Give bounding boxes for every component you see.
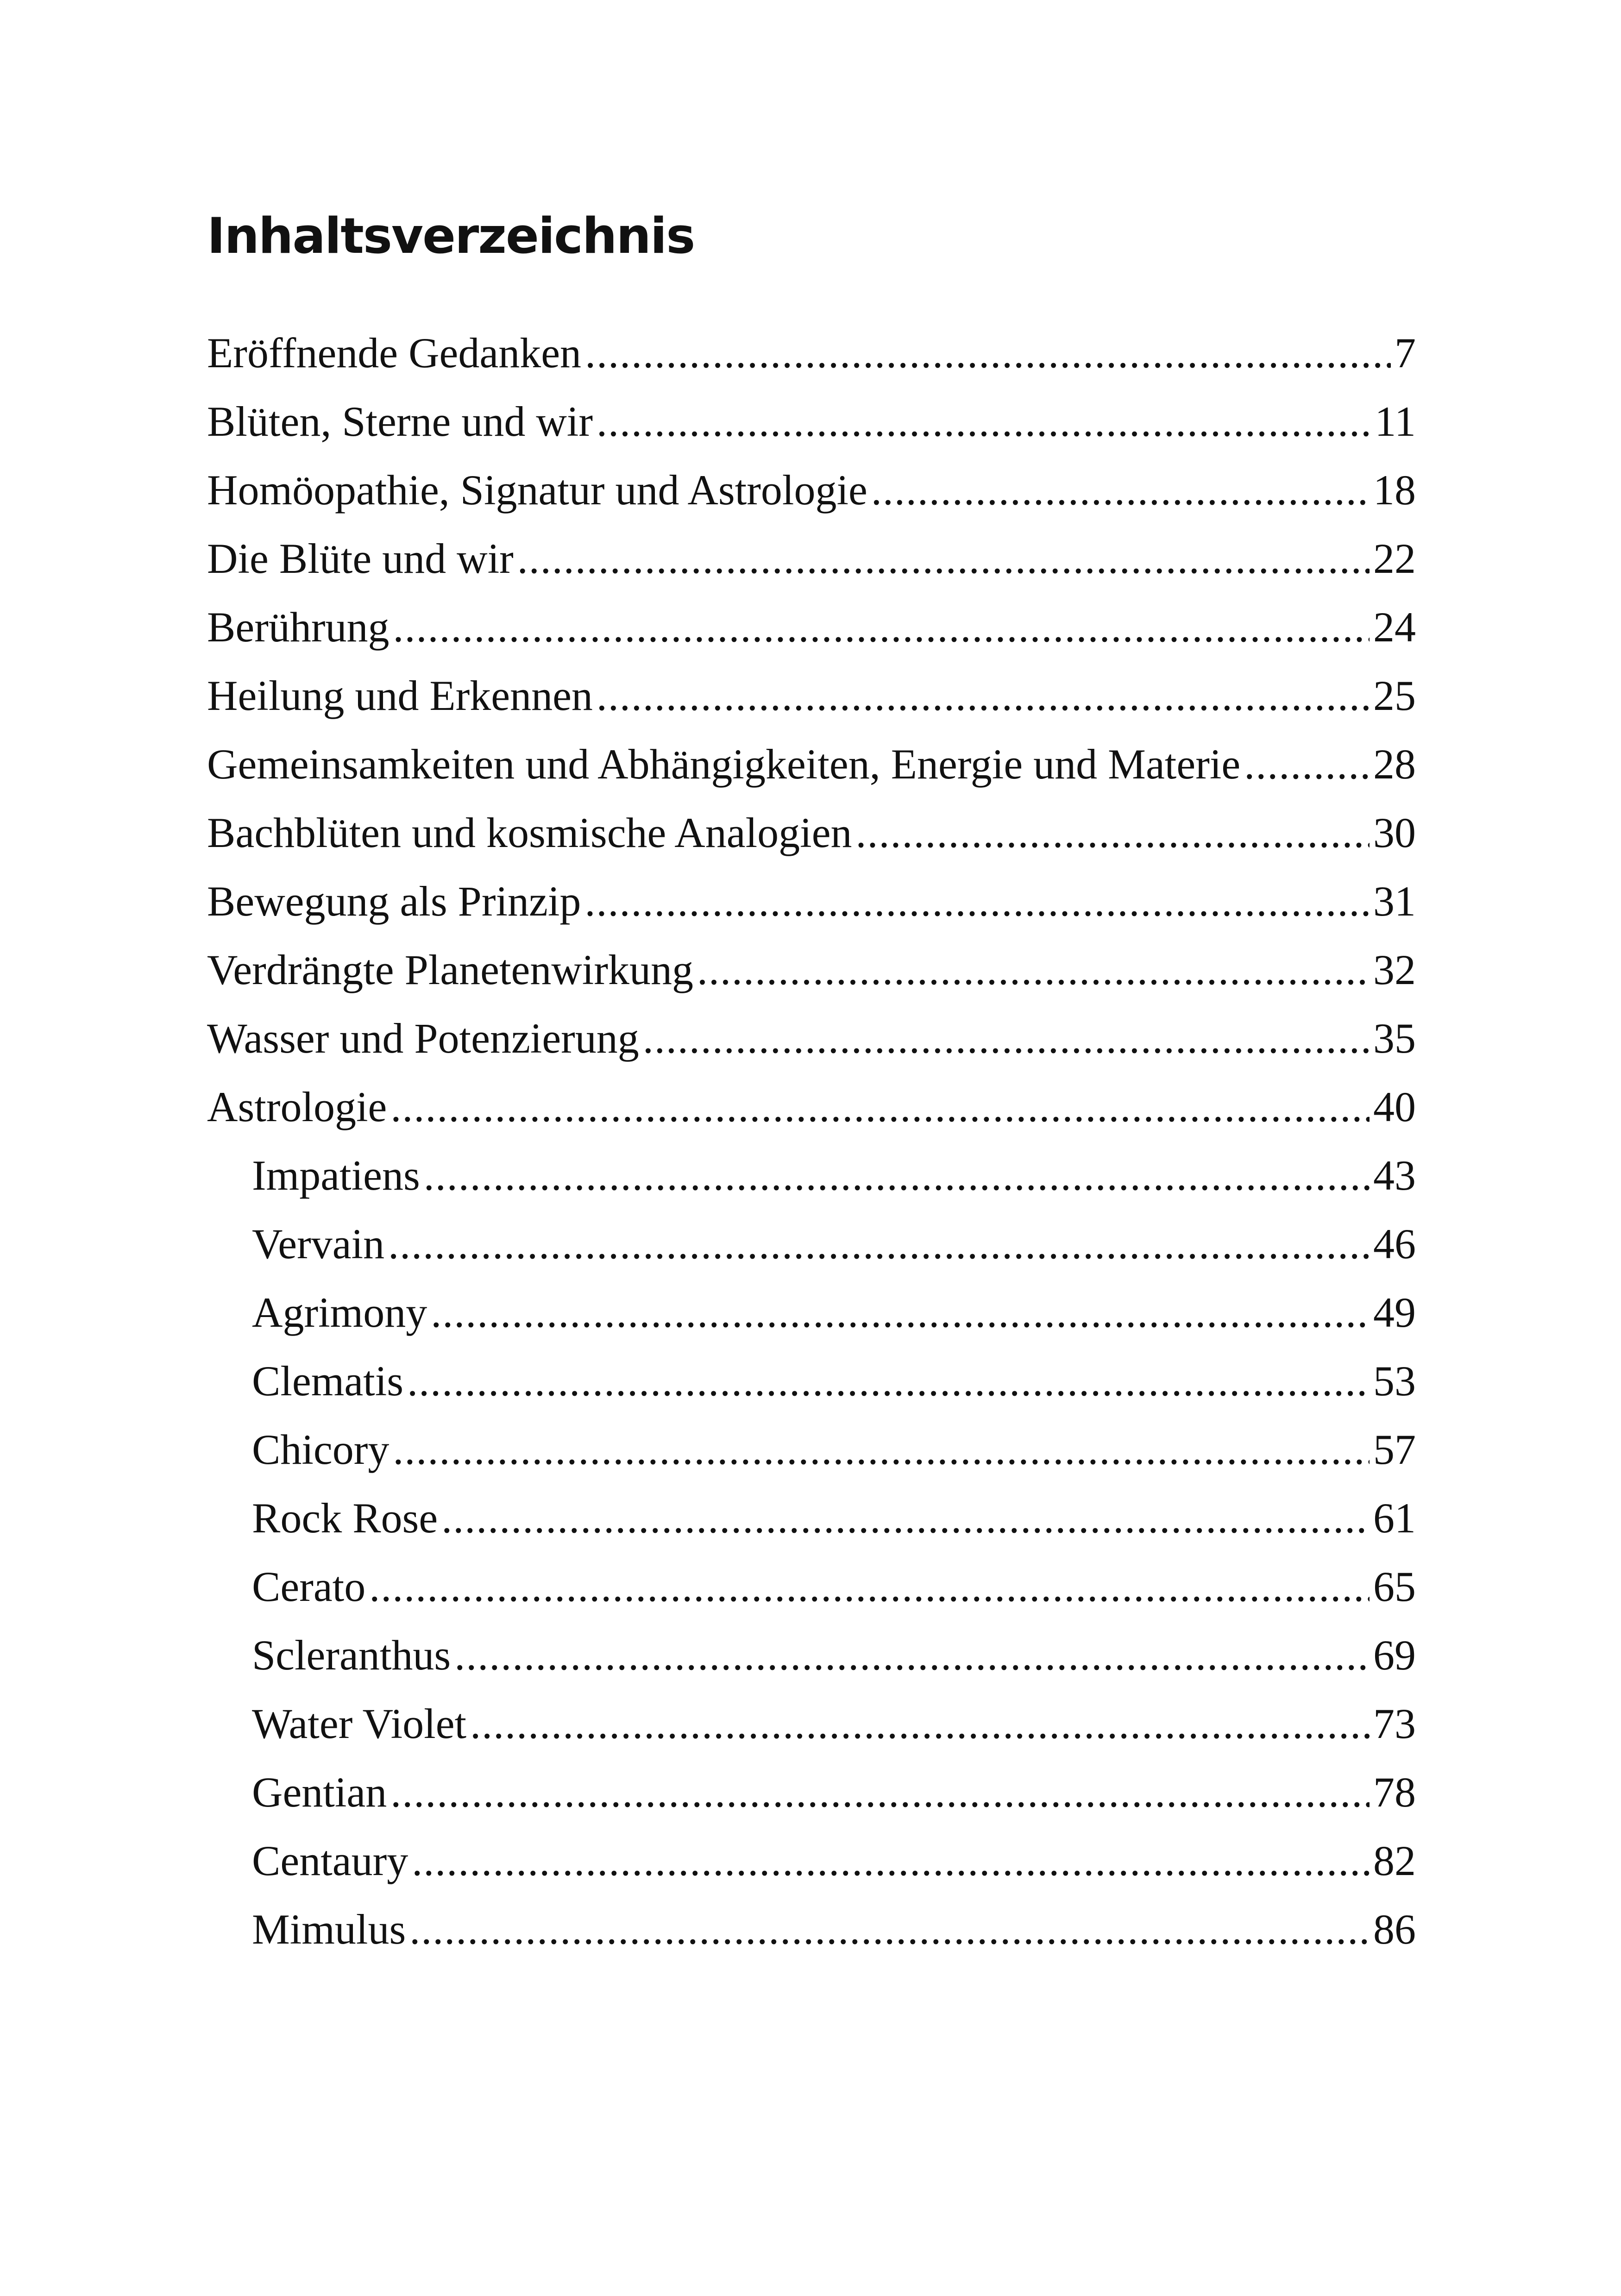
dot-leader: [393, 1415, 1370, 1484]
toc-subentry: [207, 1278, 1416, 1347]
table-of-contents: [207, 319, 1416, 1964]
toc-page-number: 69: [1373, 1631, 1416, 1679]
toc-subentry: [207, 1621, 1416, 1689]
toc-entry: [207, 593, 1416, 661]
toc-subentry: [207, 1826, 1416, 1895]
toc-page-number: 31: [1373, 878, 1416, 925]
toc-subentry: [207, 1141, 1416, 1210]
dot-leader: [424, 1141, 1370, 1210]
toc-page-number: 18: [1373, 466, 1416, 514]
dot-leader: [412, 1826, 1370, 1895]
toc-subentry: [207, 1484, 1416, 1552]
toc-entry: [207, 730, 1416, 798]
toc-entry-title: Blüten, Sterne und wir: [207, 398, 593, 445]
toc-subentry: [207, 1689, 1416, 1758]
toc-entry-title: Clematis: [252, 1357, 404, 1405]
toc-subentry: [207, 1895, 1416, 1964]
dot-leader: [407, 1347, 1370, 1415]
dot-leader: [871, 456, 1370, 524]
toc-entry-title: Chicory: [252, 1426, 390, 1473]
toc-entry: [207, 1004, 1416, 1073]
toc-subentry: [207, 1415, 1416, 1484]
toc-page-number: 25: [1373, 672, 1416, 719]
toc-page-number: 43: [1373, 1152, 1416, 1199]
toc-page-number: 86: [1373, 1906, 1416, 1953]
toc-entry-title: Gentian: [252, 1769, 387, 1816]
toc-entry-title: Die Blüte und wir: [207, 535, 514, 582]
toc-page-number: 28: [1373, 740, 1416, 788]
toc-entry-title: Homöopathie, Signatur und Astrologie: [207, 466, 867, 514]
dot-leader: [470, 1689, 1370, 1758]
toc-entry-title: Cerato: [252, 1563, 366, 1610]
toc-subentry: [207, 1552, 1416, 1621]
toc-page-number: 30: [1373, 809, 1416, 856]
toc-page-number: 49: [1373, 1289, 1416, 1336]
toc-entry: [207, 867, 1416, 935]
dot-leader: [431, 1278, 1370, 1347]
toc-entry-title: Impatiens: [252, 1152, 420, 1199]
toc-entry-title: Vervain: [252, 1220, 385, 1267]
toc-entry-title: Scleranthus: [252, 1631, 451, 1679]
dot-leader: [409, 1895, 1370, 1964]
toc-entry-title: Water Violet: [252, 1700, 467, 1747]
dot-leader: [856, 798, 1370, 867]
toc-page-number: 11: [1375, 398, 1416, 445]
toc-page-number: 40: [1373, 1083, 1416, 1130]
dot-leader: [390, 1073, 1370, 1141]
toc-subentry: [207, 1347, 1416, 1415]
toc-page-number: 82: [1373, 1837, 1416, 1884]
dot-leader: [369, 1552, 1370, 1621]
toc-page-number: 7: [1395, 329, 1416, 376]
dot-leader: [393, 593, 1370, 661]
toc-entry-title: Astrologie: [207, 1083, 387, 1130]
toc-entry: [207, 387, 1416, 456]
toc-entry-title: Mimulus: [252, 1906, 406, 1953]
toc-entry: [207, 798, 1416, 867]
toc-page-number: 22: [1373, 535, 1416, 582]
dot-leader: [517, 524, 1370, 593]
dot-leader: [584, 867, 1370, 935]
toc-entry-title: Berührung: [207, 603, 390, 651]
toc-subentry: [207, 1758, 1416, 1826]
toc-entry-title: Gemeinsamkeiten und Abhängigkeiten, Energie und Materie: [207, 740, 1241, 788]
toc-heading: Inhaltsverzeichnis: [207, 207, 695, 264]
toc-page-number: 73: [1373, 1700, 1416, 1747]
toc-entry-title: Agrimony: [252, 1289, 427, 1336]
toc-page-number: 32: [1373, 946, 1416, 993]
toc-page-number: 24: [1373, 603, 1416, 651]
toc-page-number: 35: [1373, 1015, 1416, 1062]
toc-page-number: 65: [1373, 1563, 1416, 1610]
dot-leader: [585, 319, 1391, 387]
toc-page-number: 61: [1373, 1494, 1416, 1542]
dot-leader: [441, 1484, 1370, 1552]
dot-leader: [597, 387, 1371, 456]
toc-entry-title: Eröffnende Gedanken: [207, 329, 582, 376]
toc-subentry: [207, 1210, 1416, 1278]
toc-page-number: 53: [1373, 1357, 1416, 1405]
toc-entry: [207, 456, 1416, 524]
dot-leader: [697, 935, 1370, 1004]
toc-entry: [207, 661, 1416, 730]
toc-entry-title: Centaury: [252, 1837, 408, 1884]
dot-leader: [643, 1004, 1370, 1073]
toc-page-number: 78: [1373, 1769, 1416, 1816]
toc-entry-title: Heilung und Erkennen: [207, 672, 593, 719]
dot-leader: [597, 661, 1370, 730]
toc-entry-title: Wasser und Potenzierung: [207, 1015, 639, 1062]
toc-entry: [207, 935, 1416, 1004]
toc-entry: [207, 1073, 1416, 1141]
toc-entry-title: Verdrängte Planetenwirkung: [207, 946, 694, 993]
dot-leader: [1244, 730, 1370, 798]
dot-leader: [390, 1758, 1370, 1826]
toc-entry: [207, 524, 1416, 593]
toc-entry-title: Bachblüten und kosmische Analogien: [207, 809, 852, 856]
dot-leader: [388, 1210, 1370, 1278]
toc-page-number: 57: [1373, 1426, 1416, 1473]
toc-entry-title: Bewegung als Prinzip: [207, 878, 581, 925]
toc-entry-title: Rock Rose: [252, 1494, 438, 1542]
toc-page-number: 46: [1373, 1220, 1416, 1267]
toc-entry: [207, 319, 1416, 387]
dot-leader: [454, 1621, 1370, 1689]
